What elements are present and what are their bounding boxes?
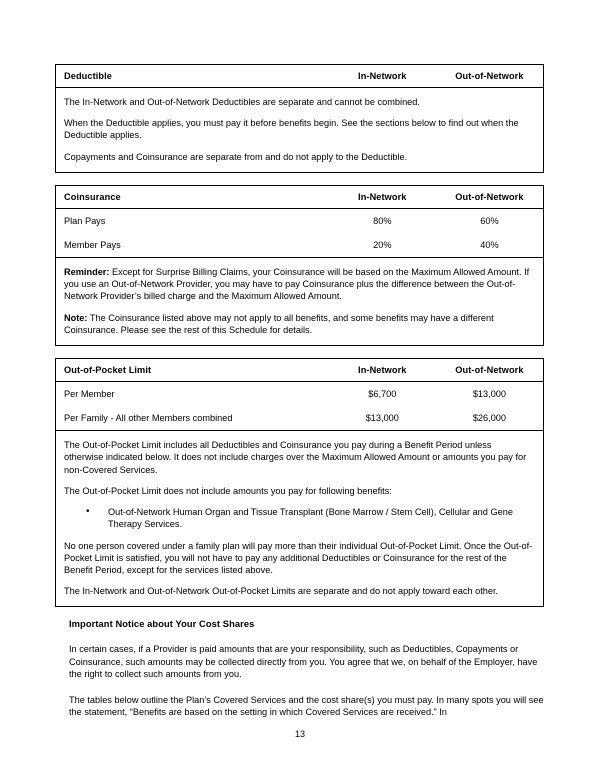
table-row: [56, 406, 543, 431]
section-heading: Important Notice about Your Cost Shares: [69, 619, 255, 630]
coinsurance-notes: [56, 258, 543, 345]
row-value-out-of-network: 60%: [480, 215, 499, 226]
table-row: [56, 208, 543, 233]
row-value-in-network: $13,000: [329, 406, 436, 431]
row-value-out-of-network: $26,000: [436, 406, 543, 431]
list-item: [86, 506, 533, 530]
column-header-out-of-network: Out-of-Network: [436, 65, 543, 88]
note-text: Except for Surprise Billing Claims, your Coinsurance will be based on the Maximum Allowed Amount. If you use an Out-of-Network Provider, you may have to pay Coinsurance plus the difference between the Out-of-Network Provider’s billed charge and the Maximum Allowed Amount.: [64, 266, 530, 302]
note-paragraph: [64, 96, 533, 108]
coinsurance-table: [55, 185, 544, 346]
row-label: Per Family - All other Members combined: [56, 406, 329, 431]
row-value-out-of-network: 40%: [436, 233, 543, 258]
bullet-icon: •: [86, 506, 90, 518]
row-label: Plan Pays: [64, 215, 106, 226]
note-text: The In-Network and Out-of-Network Out-of-Pocket Limits are separate and do not apply toward each other.: [64, 586, 499, 597]
column-header-in-network: In-Network: [329, 65, 436, 88]
row-label: Per Member: [64, 389, 115, 400]
page-number: 13: [294, 729, 305, 739]
note-paragraph: [64, 266, 533, 303]
note-paragraph: [64, 151, 533, 163]
column-header-in-network: In-Network: [329, 186, 436, 209]
note-text: No one person covered under a family plan will pay more than their individual Out-of-Pocket Limit. Once the Out-of-Pocket Limit is satisfied, you will not have to pay any additional Deductibles or Coinsurance for the rest of the Benefit Period, except for the services listed above.: [64, 540, 533, 575]
note-text: The Coinsurance listed above may not apply to all benefits, and some benefits may have a different Coinsurance. Please see the rest of this Schedule for details.: [64, 312, 494, 335]
note-text: The Out-of-Pocket Limit does not include amounts you pay for following benefits:: [64, 485, 392, 496]
out-of-pocket-limit-table-grid: [56, 359, 543, 431]
note-text: Copayments and Coinsurance are separate from and do not apply to the Deductible.: [64, 151, 408, 162]
deductible-table: [55, 64, 544, 173]
section-paragraph: In certain cases, if a Provider is paid amounts that are your responsibility, such as Deductibles, Copayments or Coinsurance, such amounts may be collected directly from you. You agree that we, on behalf of the Employer, have the right to collect such amounts from you.: [69, 644, 538, 680]
row-value-in-network: $6,700: [368, 389, 397, 400]
list-item-text: Out-of-Network Human Organ and Tissue Transplant (Bone Marrow / Stem Cell), Cellular and Gene Therapy Services.: [108, 507, 513, 530]
column-header-label: Out-of-Pocket Limit: [56, 359, 329, 382]
out-of-pocket-limit-table: [55, 358, 544, 607]
column-header-out-of-network: Out-of-Network: [436, 186, 543, 209]
section-paragraph: The tables below outline the Plan’s Covered Services and the cost share(s) you must pay. In many spots you will see the statement, “Benefits are based on the setting in which Covered Services are received.” In: [69, 694, 544, 718]
row-label: Member Pays: [56, 233, 329, 258]
note-lead: Reminder:: [64, 266, 110, 277]
column-header-label: Deductible: [56, 65, 329, 88]
column-header-label: Coinsurance: [56, 186, 329, 209]
row-value-out-of-network: $13,000: [472, 389, 507, 400]
important-notice-section: [55, 619, 544, 718]
excluded-benefits-list: [64, 506, 533, 530]
column-header-in-network: In-Network: [329, 359, 436, 382]
note-text: When the Deductible applies, you must pay it before benefits begin. See the sections below to find out when the Deductible applies.: [64, 118, 519, 141]
note-paragraph: [64, 439, 533, 476]
note-text: The Out-of-Pocket Limit includes all Deductibles and Coinsurance you pay during a Benefit Period unless otherwise indicated below. It does not include charges over the Maximum Allowed Amount or amounts you pay for non-Covered Services.: [64, 440, 527, 475]
deductible-notes: [56, 88, 543, 172]
table-header-row: [56, 65, 543, 88]
note-paragraph: [64, 585, 533, 597]
note-lead: Note:: [64, 312, 88, 323]
note-paragraph: [64, 485, 533, 497]
row-value-in-network: 20%: [329, 233, 436, 258]
table-row: [56, 233, 543, 258]
table-header-row: [56, 186, 543, 209]
note-text: The In-Network and Out-of-Network Deductibles are separate and cannot be combined.: [64, 97, 420, 107]
row-value-in-network: 80%: [373, 215, 392, 226]
table-header-row: [56, 359, 543, 382]
coinsurance-table-grid: [56, 186, 543, 258]
column-header-out-of-network: Out-of-Network: [436, 359, 543, 382]
deductible-table-grid: [56, 65, 543, 88]
note-paragraph: [64, 312, 533, 336]
page-content: [55, 64, 544, 732]
out-of-pocket-limit-notes: [56, 431, 543, 606]
table-row: [56, 382, 543, 407]
note-paragraph: [64, 117, 533, 141]
note-paragraph: [64, 540, 533, 577]
